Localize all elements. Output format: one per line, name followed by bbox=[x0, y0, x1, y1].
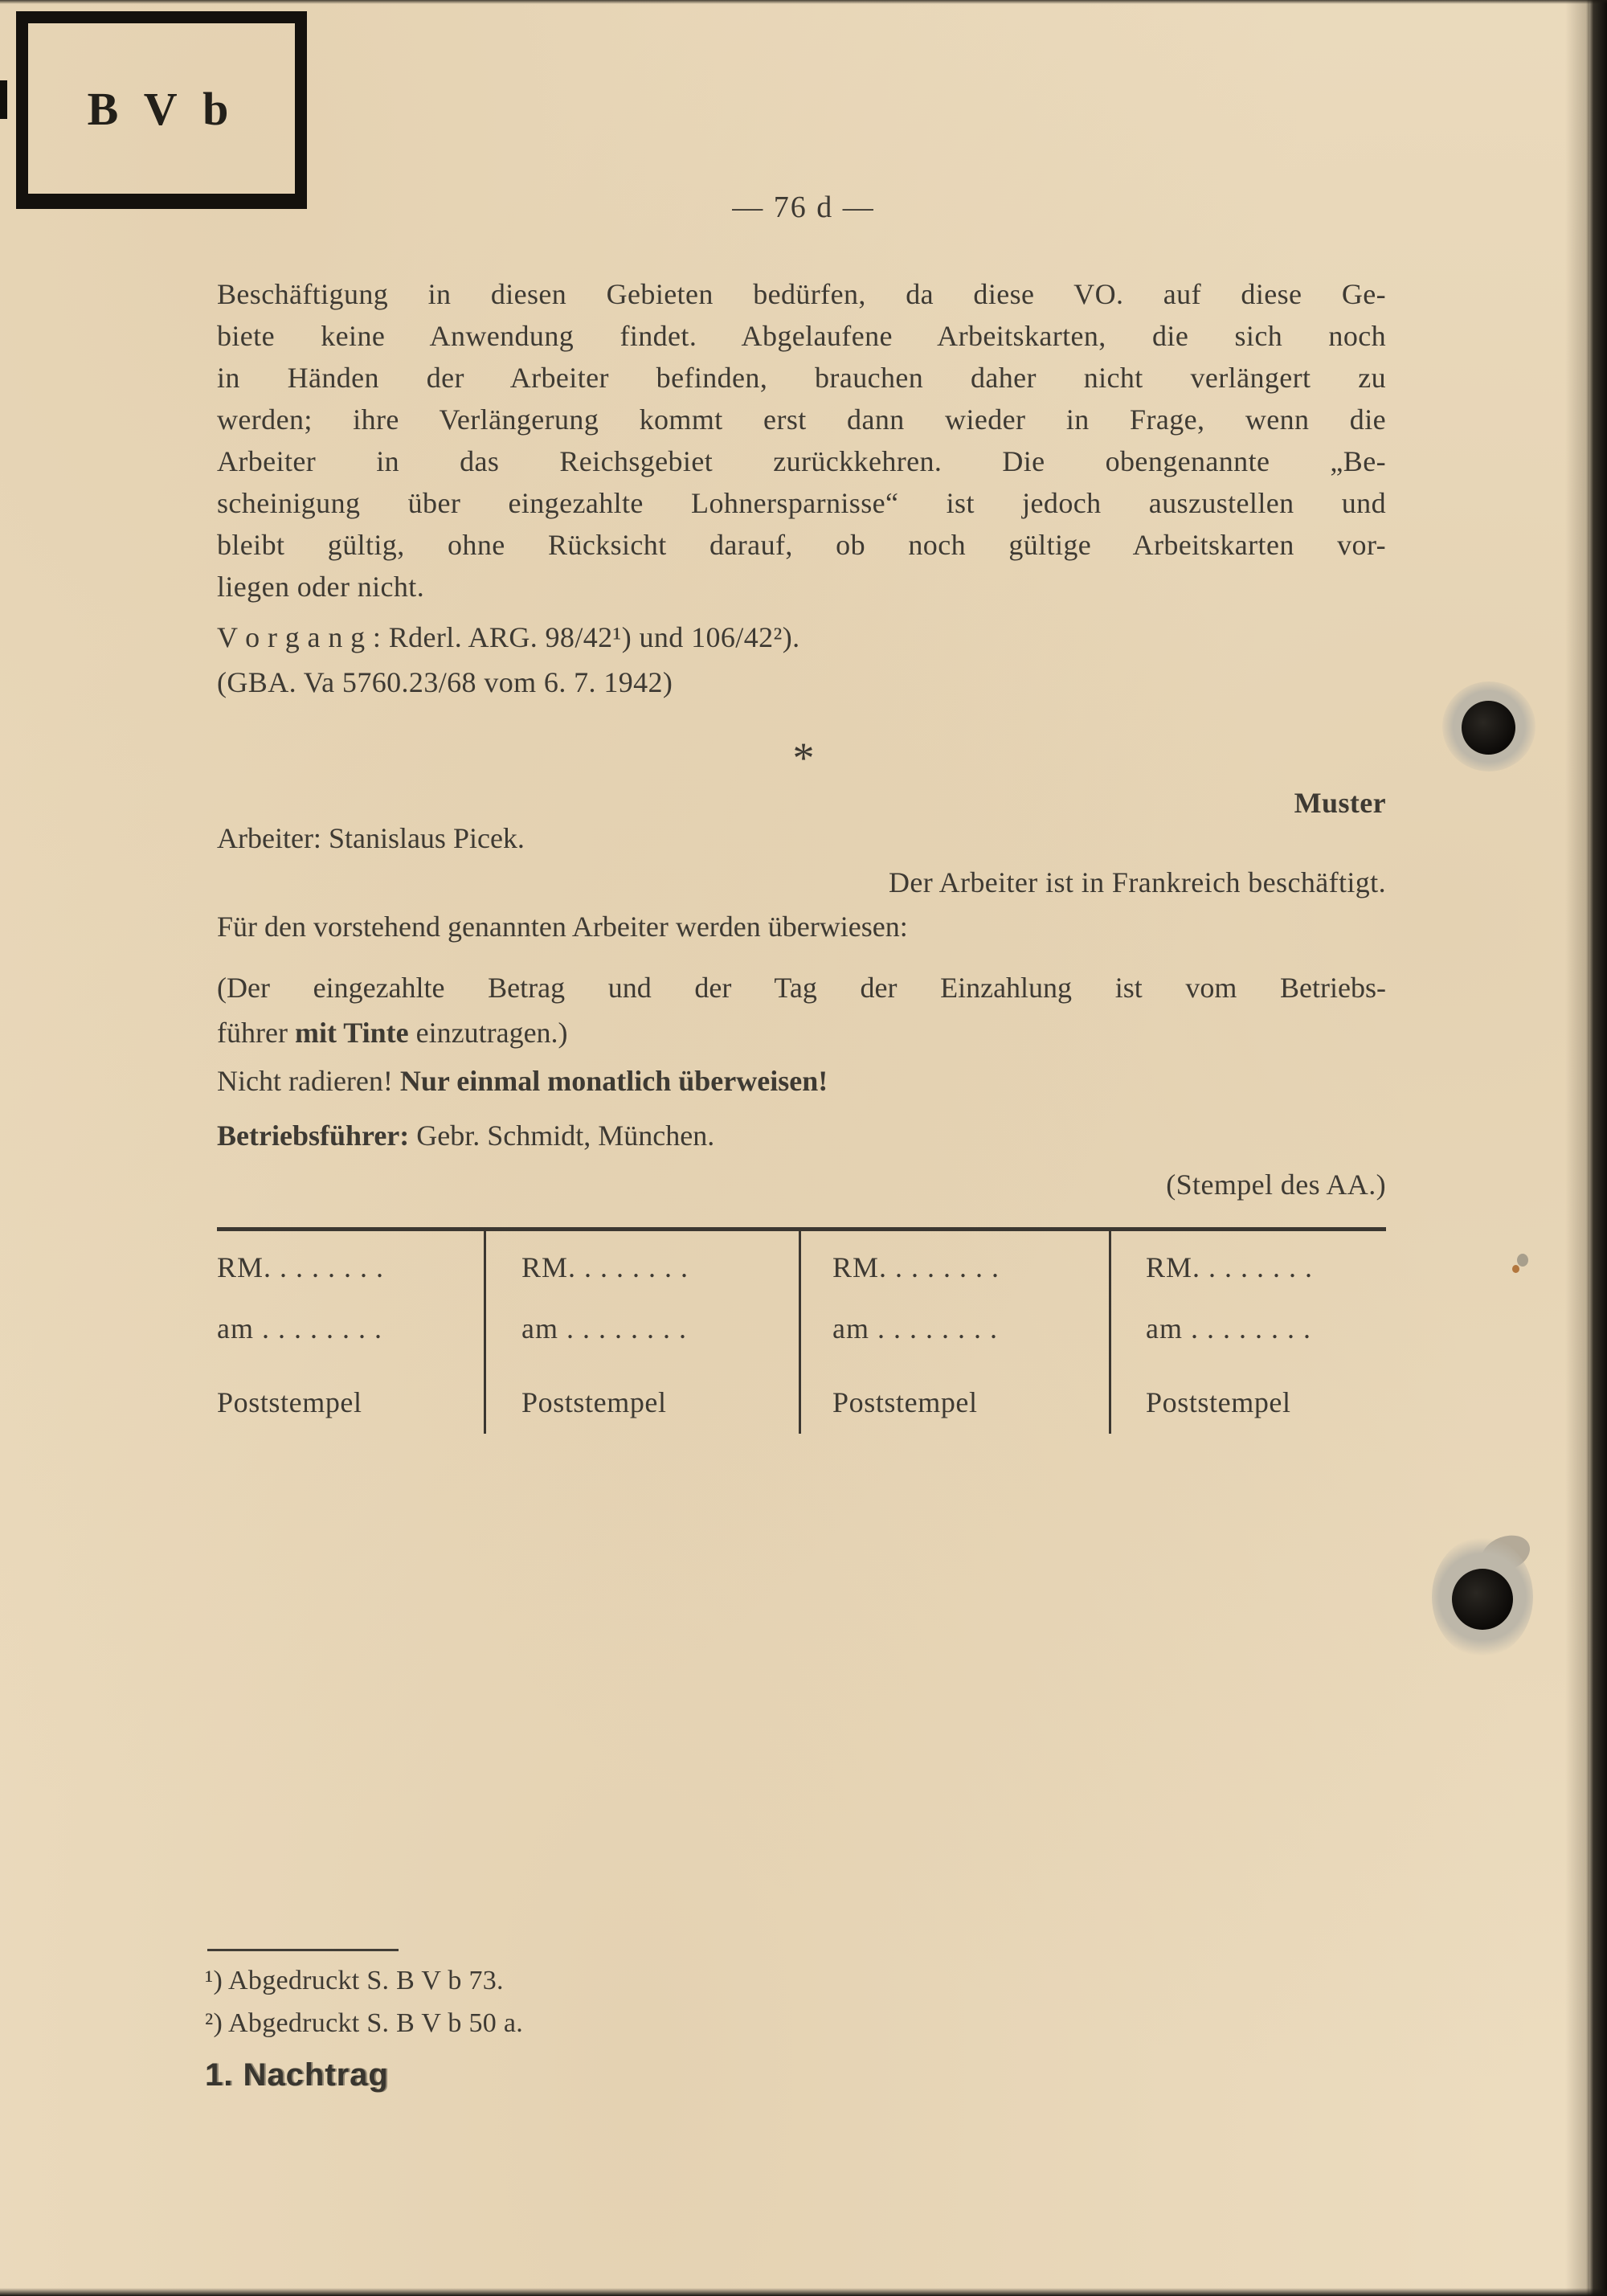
gba-reference-line: (GBA. Va 5760.23/68 vom 6. 7. 1942) bbox=[217, 666, 673, 698]
paragraph-line: Arbeiter in das Reichsgebiet zurückkehren. Die obengenannte „Be- bbox=[217, 445, 1386, 477]
paragraph-line: bleibt gültig, ohne Rücksicht darauf, ob noch gültige Arbeitskarten vor- bbox=[217, 529, 1386, 561]
table-am-field: am . . . . . . . . bbox=[217, 1312, 382, 1344]
footnote-rule bbox=[207, 1949, 399, 1951]
betriebsfuehrer-value: Gebr. Schmidt, München. bbox=[409, 1119, 715, 1152]
hole-punch-bottom bbox=[1452, 1569, 1513, 1630]
table-rm-field: RM. . . . . . . . bbox=[521, 1251, 689, 1283]
table-rm-field: RM. . . . . . . . bbox=[1146, 1251, 1314, 1283]
scan-edge-right bbox=[1586, 0, 1607, 2296]
nachtrag-label: 1. Nachtrag bbox=[205, 2057, 389, 2093]
hole-punch-top bbox=[1462, 701, 1515, 755]
muster-label: Muster bbox=[1294, 787, 1386, 819]
table-top-rule bbox=[217, 1227, 1386, 1231]
footnote-1: ¹) Abgedruckt S. B V b 73. bbox=[205, 1966, 504, 1995]
paragraph-line: Beschäftigung in diesen Gebieten bedürfen, da diese VO. auf diese Ge- bbox=[217, 278, 1386, 310]
paragraph-line: werden; ihre Verlängerung kommt erst dann wieder in Frage, wenn die bbox=[217, 403, 1386, 436]
paragraph-line: biete keine Anwendung findet. Abgelaufene Arbeitskarten, die sich noch bbox=[217, 320, 1386, 352]
table-column-divider bbox=[484, 1231, 486, 1434]
table-poststempel-label: Poststempel bbox=[832, 1386, 978, 1418]
stempel-line: (Stempel des AA.) bbox=[1166, 1168, 1386, 1201]
table-rm-field: RM. . . . . . . . bbox=[832, 1251, 1000, 1283]
table-am-field: am . . . . . . . . bbox=[832, 1312, 998, 1344]
table-am-field: am . . . . . . . . bbox=[521, 1312, 687, 1344]
paragraph-line: liegen oder nicht. bbox=[217, 571, 425, 603]
betrag-note-line-2 bbox=[217, 1016, 1386, 1050]
radieren-note-prefix: Nicht radieren! bbox=[217, 1065, 400, 1097]
scan-edge-top bbox=[0, 0, 1607, 4]
betrag-note-suffix: einzutragen.) bbox=[408, 1017, 568, 1049]
section-label-box bbox=[16, 11, 307, 209]
frankreich-line: Der Arbeiter ist in Frankreich beschäftigt. bbox=[888, 866, 1386, 898]
table-column-divider bbox=[799, 1231, 801, 1434]
page-number: — 76 d — bbox=[732, 190, 875, 224]
table-poststempel-label: Poststempel bbox=[1146, 1386, 1291, 1418]
table-poststempel-label: Poststempel bbox=[521, 1386, 667, 1418]
betrag-note-bold: mit Tinte bbox=[294, 1017, 409, 1049]
betriebsfuehrer-label: Betriebsführer: bbox=[217, 1119, 410, 1152]
section-label: B V b bbox=[87, 82, 236, 135]
paper-speck bbox=[1517, 1254, 1528, 1267]
table-am-field: am . . . . . . . . bbox=[1146, 1312, 1311, 1344]
betrag-note-line-1: (Der eingezahlte Betrag und der Tag der Einzahlung ist vom Betriebs- bbox=[217, 972, 1386, 1004]
paragraph-line: scheinigung über eingezahlte Lohnersparnisse“ ist jedoch auszustellen und bbox=[217, 487, 1386, 519]
table-column-divider bbox=[1109, 1231, 1111, 1434]
betrag-note-prefix: führer bbox=[217, 1017, 295, 1049]
ueberwiesen-line: Für den vorstehend genannten Arbeiter werden überwiesen: bbox=[217, 911, 908, 943]
paragraph-line: in Händen der Arbeiter befinden, brauchen daher nicht verlängert zu bbox=[217, 362, 1386, 394]
radieren-note-bold: Nur einmal monatlich überweisen! bbox=[399, 1065, 828, 1097]
body-paragraph bbox=[217, 273, 1386, 608]
footnote-2: ²) Abgedruckt S. B V b 50 a. bbox=[205, 2008, 524, 2038]
vorgang-line: V o r g a n g : Rderl. ARG. 98/42¹) und 106/42²). bbox=[217, 621, 800, 653]
arbeiter-line: Arbeiter: Stanislaus Picek. bbox=[217, 822, 525, 854]
betriebsfuehrer-line bbox=[217, 1119, 1386, 1152]
scan-edge-bottom bbox=[0, 2288, 1607, 2296]
paper-speck bbox=[1512, 1265, 1519, 1273]
separator-asterisk-icon: * bbox=[792, 734, 815, 782]
scan-edge-mark bbox=[0, 80, 7, 119]
table-rm-field: RM. . . . . . . . bbox=[217, 1251, 385, 1283]
radieren-note bbox=[217, 1064, 1386, 1098]
table-poststempel-label: Poststempel bbox=[217, 1386, 362, 1418]
